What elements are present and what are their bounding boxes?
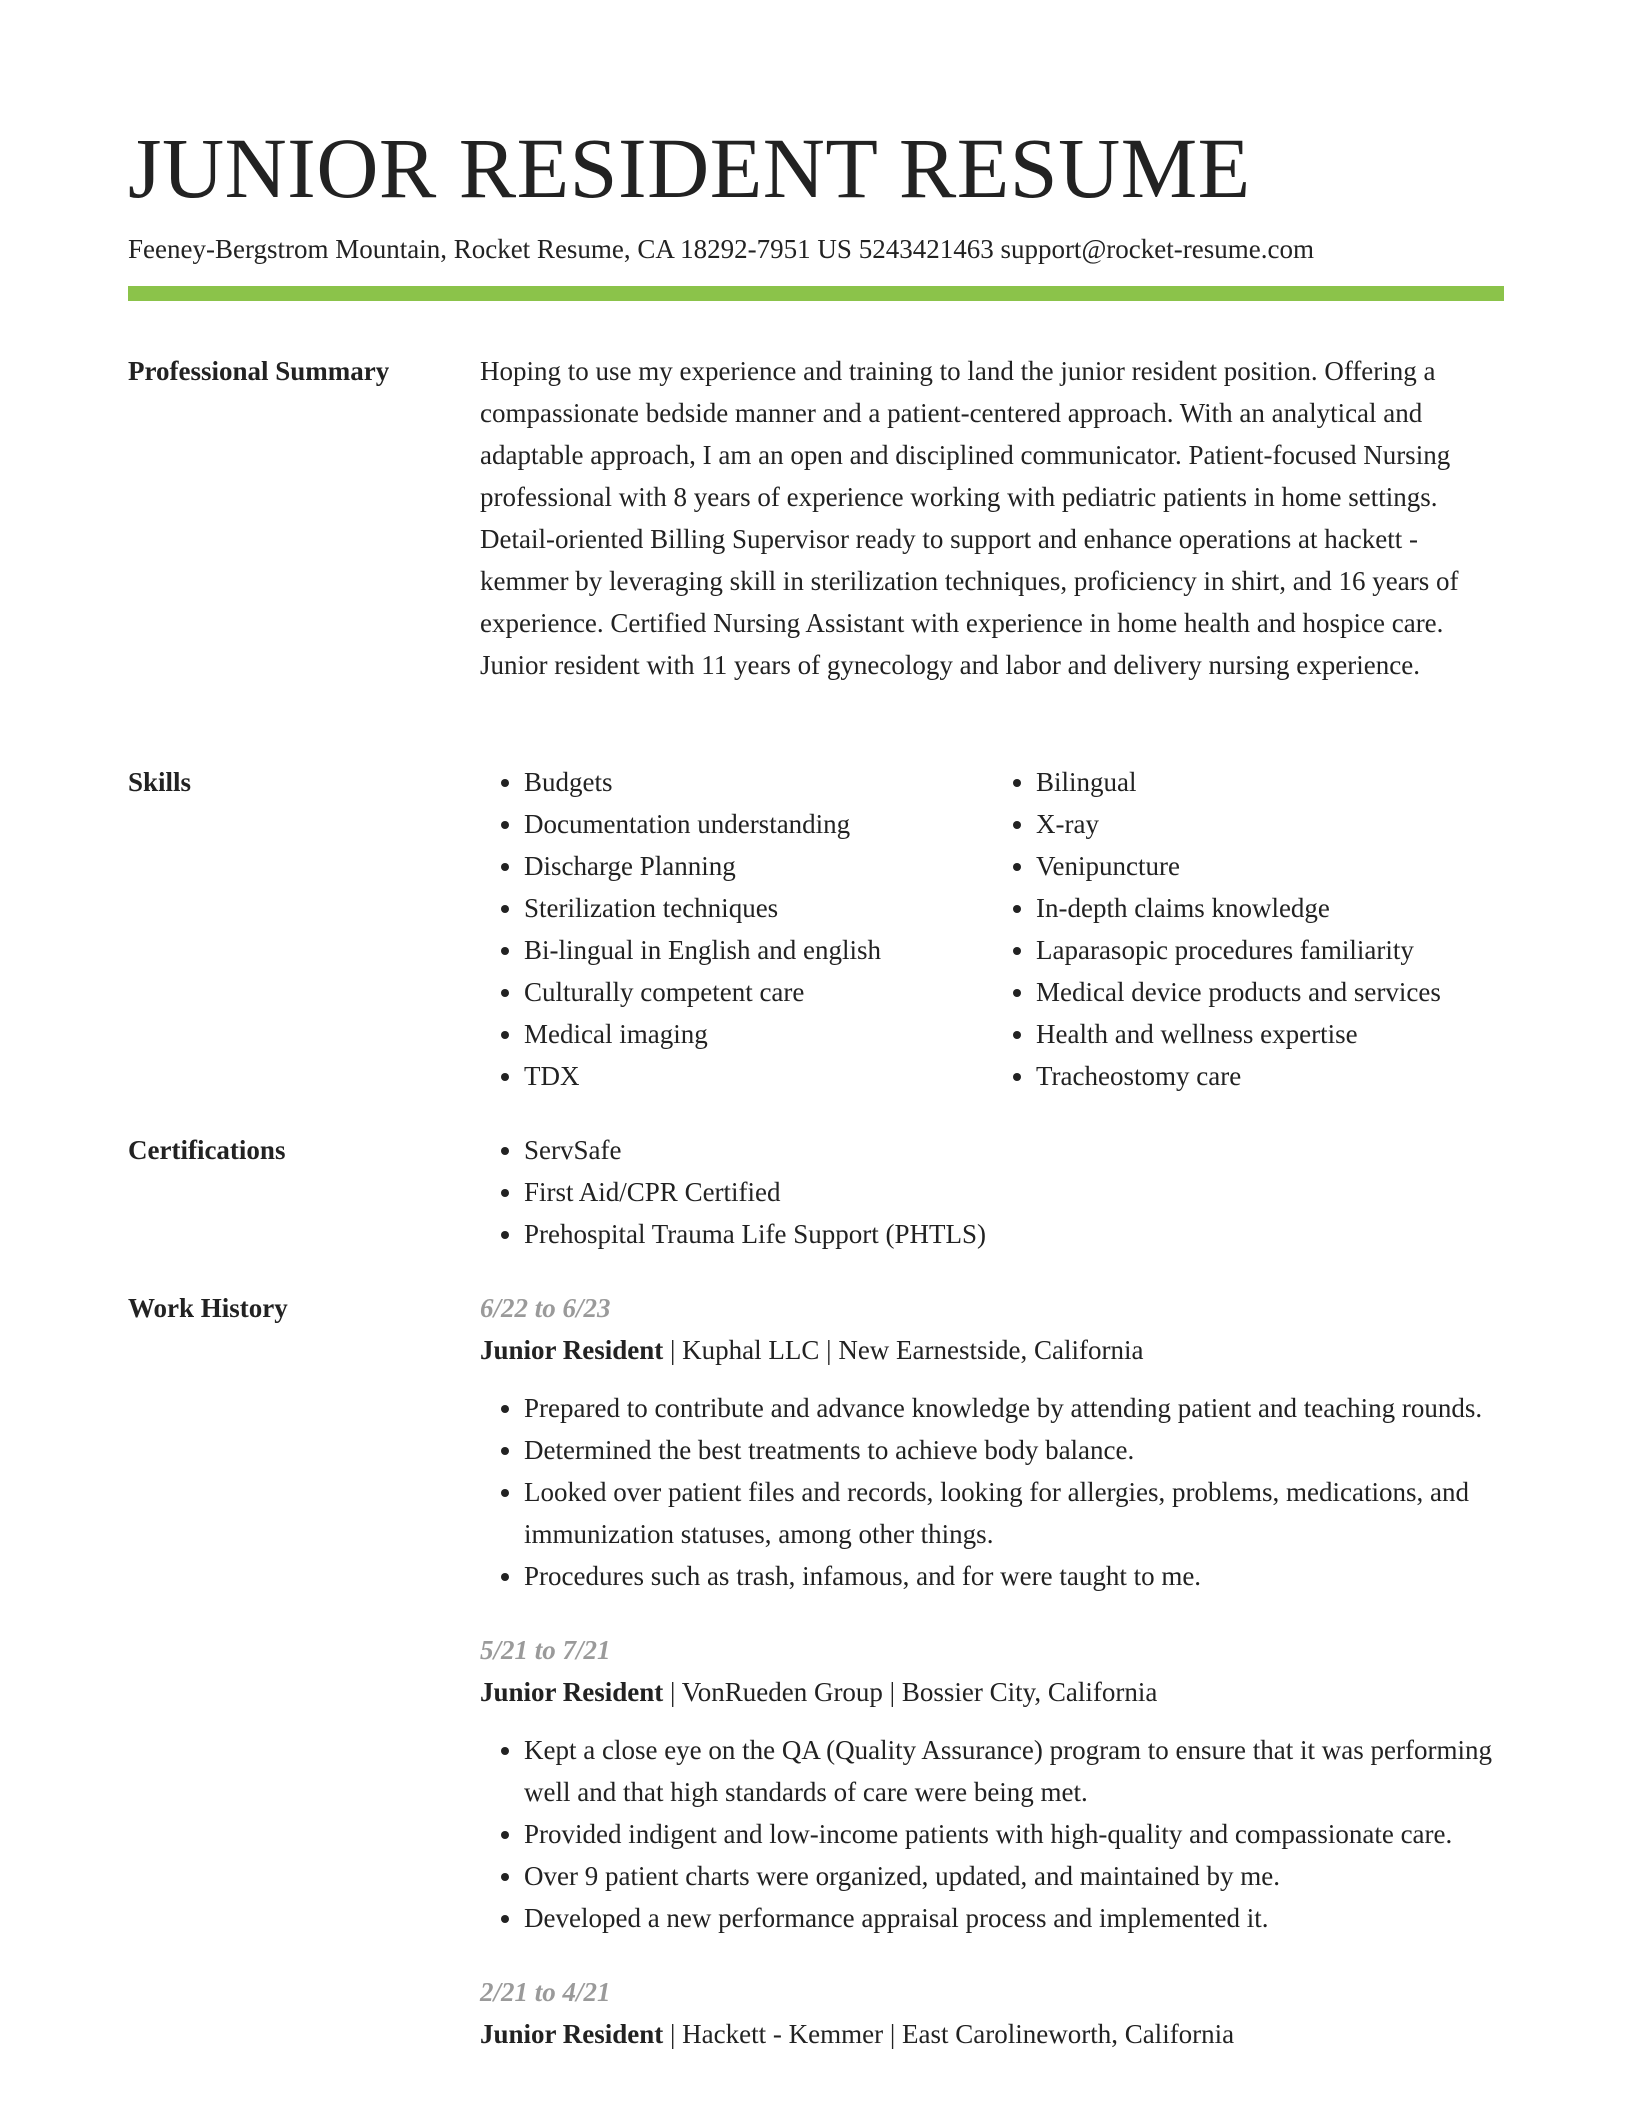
job-date: 2/21 to 4/21 <box>480 1977 611 2007</box>
job-title: Junior Resident <box>480 1677 664 1707</box>
job-details: | VonRueden Group | Bossier City, California <box>663 1677 1158 1707</box>
job-heading <box>480 1671 1504 1713</box>
skill-item: • Documentation understanding <box>524 803 992 845</box>
job-bullet: • Kept a close eye on the QA (Quality Assurance) program to ensure that it was performing well and that high standards of care were being met. <box>524 1729 1504 1813</box>
skill-item: • Bi-lingual in English and english <box>524 929 992 971</box>
job-title: Junior Resident <box>480 2019 664 2049</box>
skill-item: • Venipuncture <box>1036 845 1504 887</box>
job-bullet: • Prepared to contribute and advance knowledge by attending patient and teaching rounds. <box>524 1387 1504 1429</box>
certifications-list <box>480 1129 1504 1255</box>
skill-item: • Culturally competent care <box>524 971 992 1013</box>
certification-item: • Prehospital Trauma Life Support (PHTLS) <box>524 1213 1504 1255</box>
work-history-content <box>480 1287 1504 2087</box>
summary-label: Professional Summary <box>128 356 390 386</box>
job-title: Junior Resident <box>480 1335 664 1365</box>
job-bullet: • Determined the best treatments to achieve body balance. <box>524 1429 1504 1471</box>
contact-line: Feeney-Bergstrom Mountain, Rocket Resume, CA 18292-7951 US 5243421463 support@rocket-resume.com <box>128 234 1314 264</box>
job-bullet: • Provided indigent and low-income patients with high-quality and compassionate care. <box>524 1813 1504 1855</box>
job-bullet: • Over 9 patient charts were organized, updated, and maintained by me. <box>524 1855 1504 1897</box>
job-details: | Hackett - Kemmer | East Carolineworth, California <box>663 2019 1235 2049</box>
skills-list-left <box>480 761 992 1097</box>
job-entry <box>480 1971 1504 2055</box>
job-heading <box>480 2013 1504 2055</box>
work-history-label: Work History <box>128 1293 288 1323</box>
certification-item: • First Aid/CPR Certified <box>524 1171 1504 1213</box>
skill-item: • TDX <box>524 1055 992 1097</box>
skill-item: • Bilingual <box>1036 761 1504 803</box>
skill-item: • X-ray <box>1036 803 1504 845</box>
job-bullet: • Procedures such as trash, infamous, and for were taught to me. <box>524 1555 1504 1597</box>
job-bullets <box>480 1729 1504 1939</box>
job-date: 6/22 to 6/23 <box>480 1293 611 1323</box>
skill-item: • In-depth claims knowledge <box>1036 887 1504 929</box>
skills-content <box>480 761 1504 1097</box>
skill-item: • Laparasopic procedures familiarity <box>1036 929 1504 971</box>
job-bullets <box>480 1387 1504 1597</box>
certification-item: • ServSafe <box>524 1129 1504 1171</box>
skill-item: • Sterilization techniques <box>524 887 992 929</box>
skills-list-right <box>992 761 1504 1097</box>
resume-title: JUNIOR RESIDENT RESUME <box>128 120 1251 216</box>
summary-text: Hoping to use my experience and training to land the junior resident position. Offering a compassionate bedside manner and a patient-centered approach. With an analytical and adaptable approach, I am an open and disciplined communicator. Patient-focused Nursing professional with 8 years of experience working with pediatric patients in home settings. Detail-oriented Billing Supervisor ready to support and enhance operations at hackett - kemmer by leveraging skill in sterilization techniques, proficiency in shirt, and 16 years of experience. Certified Nursing Assistant with experience in home health and hospice care. Junior resident with 11 years of gynecology and labor and delivery nursing experience. <box>480 356 1459 680</box>
job-bullet: • Looked over patient files and records, looking for allergies, problems, medications, and immunization statuses, among other things. <box>524 1471 1504 1555</box>
job-details: | Kuphal LLC | New Earnestside, California <box>663 1335 1144 1365</box>
job-bullet: • Developed a new performance appraisal process and implemented it. <box>524 1897 1504 1939</box>
job-date: 5/21 to 7/21 <box>480 1635 611 1665</box>
skill-item: • Health and wellness expertise <box>1036 1013 1504 1055</box>
skill-item: • Medical imaging <box>524 1013 992 1055</box>
skill-item: • Discharge Planning <box>524 845 992 887</box>
certifications-label: Certifications <box>128 1135 286 1165</box>
summary-content <box>480 350 1504 686</box>
skills-label: Skills <box>128 767 192 797</box>
job-entry <box>480 1287 1504 1597</box>
certifications-content <box>480 1129 1504 1255</box>
job-entry <box>480 1629 1504 1939</box>
job-heading <box>480 1329 1504 1371</box>
header-accent-bar <box>128 286 1504 301</box>
skill-item: • Tracheostomy care <box>1036 1055 1504 1097</box>
skill-item: • Medical device products and services <box>1036 971 1504 1013</box>
skill-item: • Budgets <box>524 761 992 803</box>
